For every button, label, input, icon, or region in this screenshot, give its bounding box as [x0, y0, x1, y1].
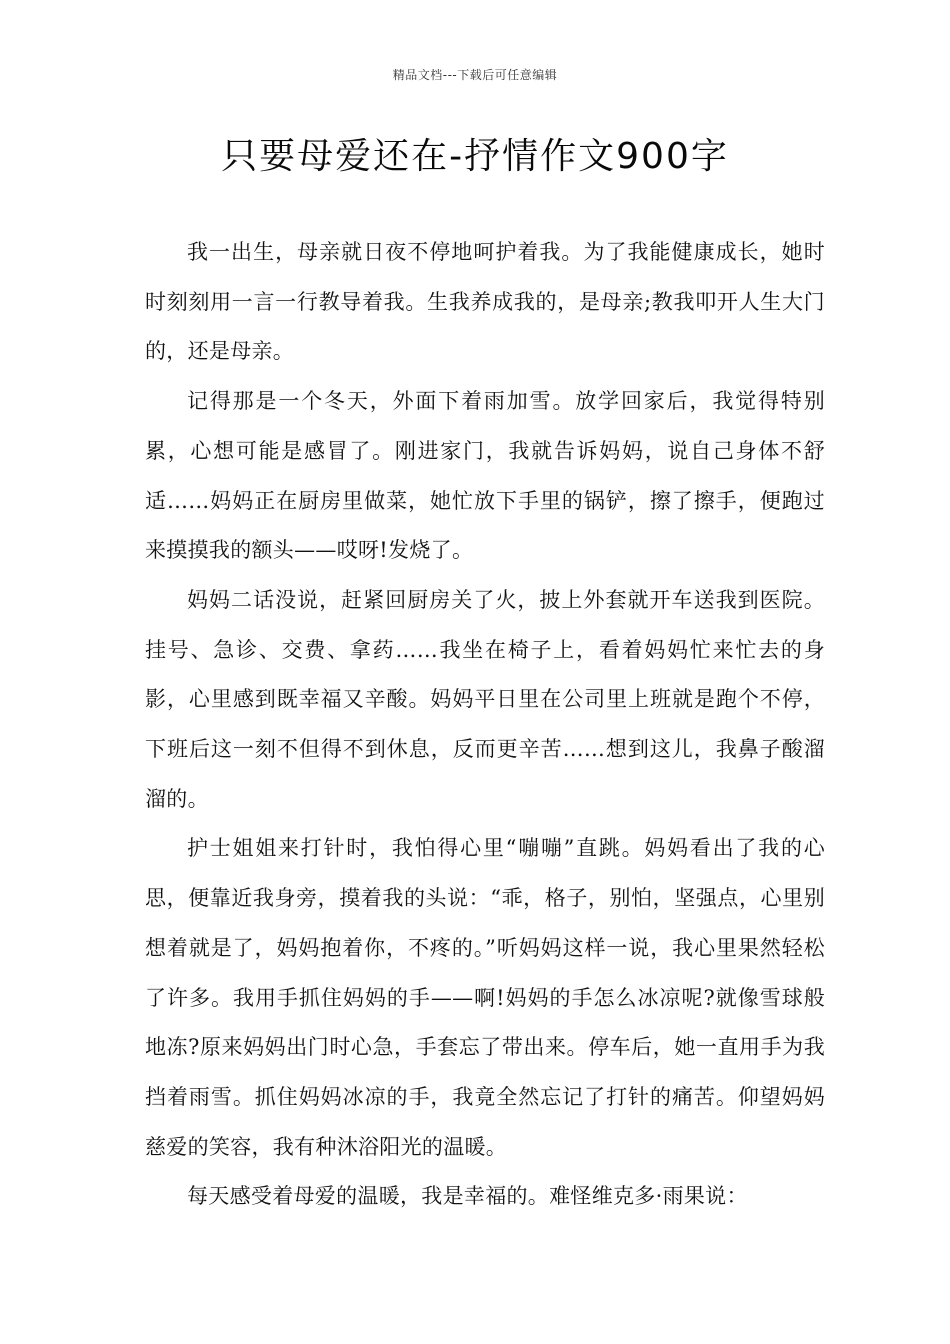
document-title: 只要母爱还在-抒情作文900字: [221, 136, 729, 177]
paragraph-3: 妈妈二话没说，赶紧回厨房关了火，披上外套就开车送我到医院。挂号、急诊、交费、拿药……我坐在椅子上，看着妈妈忙来忙去的身影，心里感到既幸福又辛酸。妈妈平日里在公司里上班就是跑个不停，下班后这一刻不但得不到休息，反而更辛苦……想到这儿，我鼻子酸溜溜的。: [145, 587, 825, 811]
document-body: [145, 228, 825, 1222]
paragraph-5: 每天感受着母爱的温暖，我是幸福的。难怪维克多·雨果说：: [187, 1184, 748, 1209]
header-note: 精品文档---下载后可任意编辑: [392, 68, 558, 82]
paragraph-2: 记得那是一个冬天，外面下着雨加雪。放学回家后，我觉得特别累，心想可能是感冒了。刚进家门，我就告诉妈妈，说自己身体不舒适……妈妈正在厨房里做菜，她忙放下手里的锅铲，擦了擦手，便跑过来摸摸我的额头——哎呀!发烧了。: [145, 389, 825, 563]
paragraph-4: 护士姐姐来打针时，我怕得心里“嘣嘣”直跳。妈妈看出了我的心思，便靠近我身旁，摸着我的头说：“乖，格子，别怕，坚强点，心里别想着就是了，妈妈抱着你，不疼的。”听妈妈这样一说，我心里果然轻松了许多。我用手抓住妈妈的手——啊!妈妈的手怎么冰凉呢?就像雪球般地冻?原来妈妈出门时心急，手套忘了带出来。停车后，她一直用手为我挡着雨雪。抓住妈妈冰凉的手，我竟全然忘记了打针的痛苦。仰望妈妈慈爱的笑容，我有种沐浴阳光的温暖。: [145, 836, 825, 1159]
paragraph-1: 我一出生，母亲就日夜不停地呵护着我。为了我能健康成长，她时时刻刻用一言一行教导着我。生我养成我的，是母亲;教我叩开人生大门的，还是母亲。: [145, 240, 825, 364]
